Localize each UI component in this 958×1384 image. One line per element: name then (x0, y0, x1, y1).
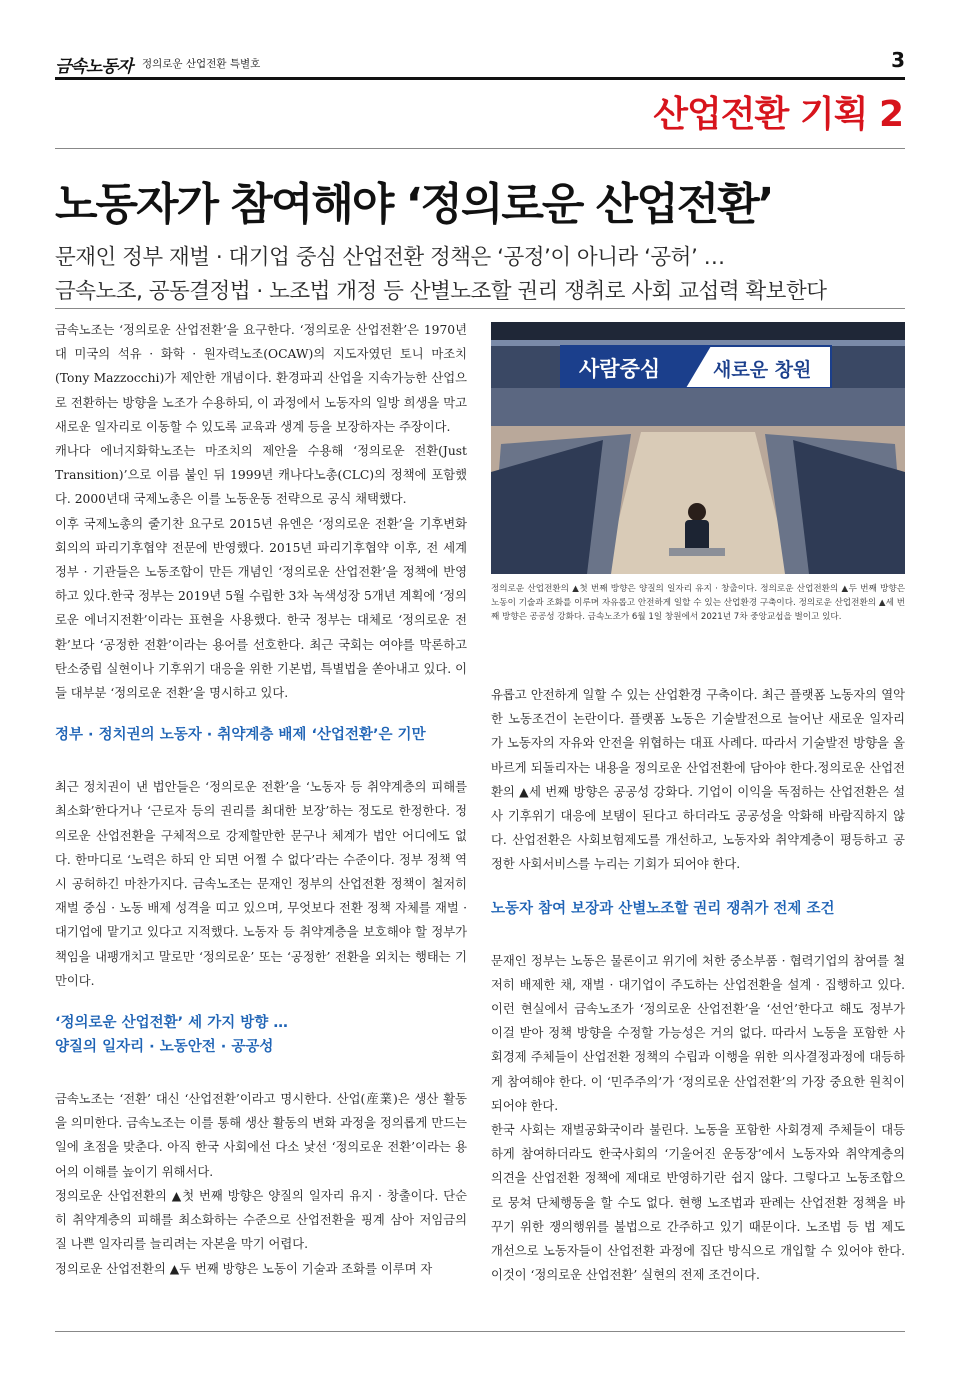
section-heading-2-line-2: 양질의 일자리 · 노동안전 · 공공성 (55, 1039, 274, 1056)
section-heading-1: 정부 · 정치권의 노동자 · 취약계층 배제 ‘산업전환’은 기만 (55, 727, 426, 744)
section-divider (55, 148, 905, 149)
footer-rule (55, 1331, 905, 1332)
section-heading-3: 노동자 참여 보장과 산별노조할 권리 쟁취가 전제 조건 (491, 900, 835, 917)
headline: 노동자가 참여해야 ‘정의로운 산업전환’ (55, 179, 773, 230)
banner-right-text: 새로운 창원 (713, 359, 812, 381)
banner-left-text: 사람중심 (579, 357, 661, 381)
photo-caption: 정의로운 산업전환의 ▲첫 번째 방향은 양질의 일자리 유지 · 창출이다. 정의로운 산업전환의 ▲두 번째 방향은 노동이 기술과 조화를 이루며 자유롭고 안전하게 일할 수 있는 산업환경 구축이다. 정의로운 산업전환의 ▲세 번째 방향은 공공성 강화다. 금속노조가 6월 1일 창원에서 2021년 7차 중앙교섭을 벌이고 있다. (491, 584, 905, 622)
body-paragraph: 문재인 정부는 노동은 물론이고 위기에 처한 중소부품 · 협력기업의 참여를 철저히 배제한 채, 재벌 · 대기업이 주도하는 산업전환을 설계 · 집행하고 있다. 이런 현실에서 금속노조가 ‘정의로운 산업전환’을 ‘선언’한다고 해도 정부가 이걸 받아 정책 방향을 수정할 가능성은 거의 없다. 따라서 노동을 포함한 사회경제 주체들이 산업전환 정책의 수립과 이행을 위한 의사결정과정에 대등하게 참여해야 한다. 이 ‘민주주의’가 ‘정의로운 산업전환’의 가장 중요한 원칙이 되어야 한다. (491, 953, 905, 1113)
body-paragraph: 한국 사회는 재벌공화국이라 불린다. 노동을 포함한 사회경제 주체들이 대등하게 참여하더라도 한국사회의 ‘기울어진 운동장’에서 노동자와 취약계층의 의견을 산업전환 정책에 제대로 반영하기란 쉽지 않다. 그렇다고 노동조합으로 뭉쳐 단체행동을 할 수도 없다. 현행 노조법과 판례는 산업전환 정책을 바꾸기 위한 쟁의행위를 불법으로 간주하고 있기 때문이다. 노조법 등 법 제도 개선으로 노동자들이 산업전환 과정에 집단 방식으로 개입할 수 있어야 한다. 이것이 ‘정의로운 산업전환’ 실현의 전제 조건이다. (491, 1123, 905, 1283)
body-paragraph: 금속노조는 ‘정의로운 산업전환’을 요구한다. ‘정의로운 산업전환’은 1970년대 미국의 석유 · 화학 · 원자력노조(OCAW)의 지도자였던 토니 마조치(Tony Mazzocchi)가 제안한 개념이다. 환경파괴 산업을 지속가능한 산업으로 전환하는 방향을 노조가 수용하되, 이 과정에서 노동자의 일방 희생을 막고 새로운 일자리로 이동할 수 있도록 교육과 생계 등을 보장하자는 주장이다. (55, 323, 467, 434)
body-paragraph: 최근 정치권이 낸 법안들은 ‘정의로운 전환’을 ‘노동자 등 취약계층의 피해를 최소화’한다거나 ‘근로자 등의 권리를 최대한 보장’하는 정도로 한정한다. 정의로운 산업전환을 구체적으로 강제할만한 문구나 체계가 법안 어디에도 없다. 한마디로 ‘노력은 하되 안 되면 어쩔 수 없다’라는 수준이다. 정부 정책 역시 공허하긴 마찬가지다. 금속노조는 문재인 정부의 산업전환 정책이 철저히 재벌 중심 · 노동 배제 성격을 띠고 있으며, 무엇보다 전환 정책 자체를 재벌 · 대기업에 맡기고 있다고 지적했다. 노동자 등 취약계층을 보호해야 할 정부가 책임을 내팽개치고 말로만 ‘정의로운’ 또는 ‘공정한’ 전환을 외치는 행태는 기만이다. (55, 780, 467, 988)
section-heading-2-line-1: ‘정의로운 산업전환’ 세 가지 방향 … (55, 1015, 288, 1032)
section-heading-2 (55, 1011, 467, 1059)
body-paragraph: 금속노조는 ‘전환’ 대신 ‘산업전환’이라고 명시한다. 산업(産業)은 생산 활동을 의미한다. 금속노조는 이를 통해 생산 활동의 변화 과정을 정의롭게 만드는 일에 초점을 맞춘다. 아직 한국 사회에선 다소 낯선 ‘정의로운 전환’이라는 용어의 이해를 높이기 위해서다. (55, 1092, 467, 1179)
event-photo (491, 322, 905, 574)
body-paragraph: 정의로운 산업전환의 ▲첫 번째 방향은 양질의 일자리 유지 · 창출이다. 단순히 취약계층의 피해를 최소화하는 수준으로 산업전환을 핑계 삼아 저임금의 질 나쁜 일자리를 늘리려는 자본을 막기 어렵다. (55, 1188, 467, 1252)
left-column (55, 318, 467, 1281)
right-column (491, 683, 905, 1287)
subheadline-1: 문재인 정부 재벌 · 대기업 중심 산업전환 정책은 ‘공정’이 아니라 ‘공허’ … (55, 245, 725, 270)
issue-label: 정의로운 산업전환 특별호 (142, 58, 261, 70)
page-header (55, 50, 905, 76)
page-number: 3 (891, 48, 905, 72)
masthead-logo: 금속노동자 (55, 57, 133, 77)
body-paragraph: 이후 국제노총의 줄기찬 요구로 2015년 유엔은 ‘정의로운 전환’을 기후변화회의의 파리기후협약 전문에 반영했다. 2015년 파리기후협약 이후, 전 세계 정부 · 기관들은 노동조합이 만든 개념인 ‘정의로운 산업전환’을 정책에 반영하고 있다.한국 정부는 2019년 5월 수립한 3차 녹색성장 5개년 계획에 ‘정의로운 에너지전환’이라는 표현을 사용했다. 한국 정부는 대체로 ‘정의로운 전환’보다 ‘공정한 전환’이라는 용어를 선호한다. 최근 국회는 여야를 막론하고 탄소중립 실현이나 기후위기 대응을 위한 기본법, 특별법을 쏟아내고 있다. 이들 대부분 ‘정의로운 전환’을 명시하고 있다. (55, 516, 467, 701)
event-photo-illustration (491, 322, 905, 574)
section-title: 산업전환 기획 2 (653, 94, 903, 135)
body-paragraph: 유롭고 안전하게 일할 수 있는 산업환경 구축이다. 최근 플랫폼 노동자의 열악한 노동조건이 논란이다. 플랫폼 노동은 기술발전으로 늘어난 새로운 일자리가 노동자의 자유와 안전을 위협하는 대표 사례다. 따라서 기술발전 방향을 올바르게 되돌리자는 내용을 정의로운 산업전환에 담아야 한다.정의로운 산업전환의 ▲세 번째 방향은 공공성 강화다. 기업이 이익을 독점하는 산업전환은 설사 기후위기 대응에 보탬이 된다고 하더라도 공공성을 악화해 바람직하지 않다. 산업전환은 사회보험제도를 개선하고, 노동자와 취약계층이 평등하고 공정한 사회서비스를 누리는 기회가 되어야 한다. (491, 688, 905, 872)
header-rule (55, 77, 905, 80)
subheadline-divider (55, 308, 905, 309)
subheadline-2: 금속노조, 공동결정법 · 노조법 개정 등 산별노조할 권리 쟁취로 사회 교섭력 확보한다 (55, 279, 827, 304)
body-paragraph: 정의로운 산업전환의 ▲두 번째 방향은 노동이 기술과 조화를 이루며 자 (55, 1261, 433, 1276)
body-paragraph: 캐나다 에너지화학노조는 마조치의 제안을 수용해 ‘정의로운 전환(Just Transition)’으로 이름 붙인 뒤 1999년 캐나다노총(CLC)의 정책에 포함했다. 2000년대 국제노총은 이를 노동운동 전략으로 공식 채택했다. (55, 444, 467, 507)
